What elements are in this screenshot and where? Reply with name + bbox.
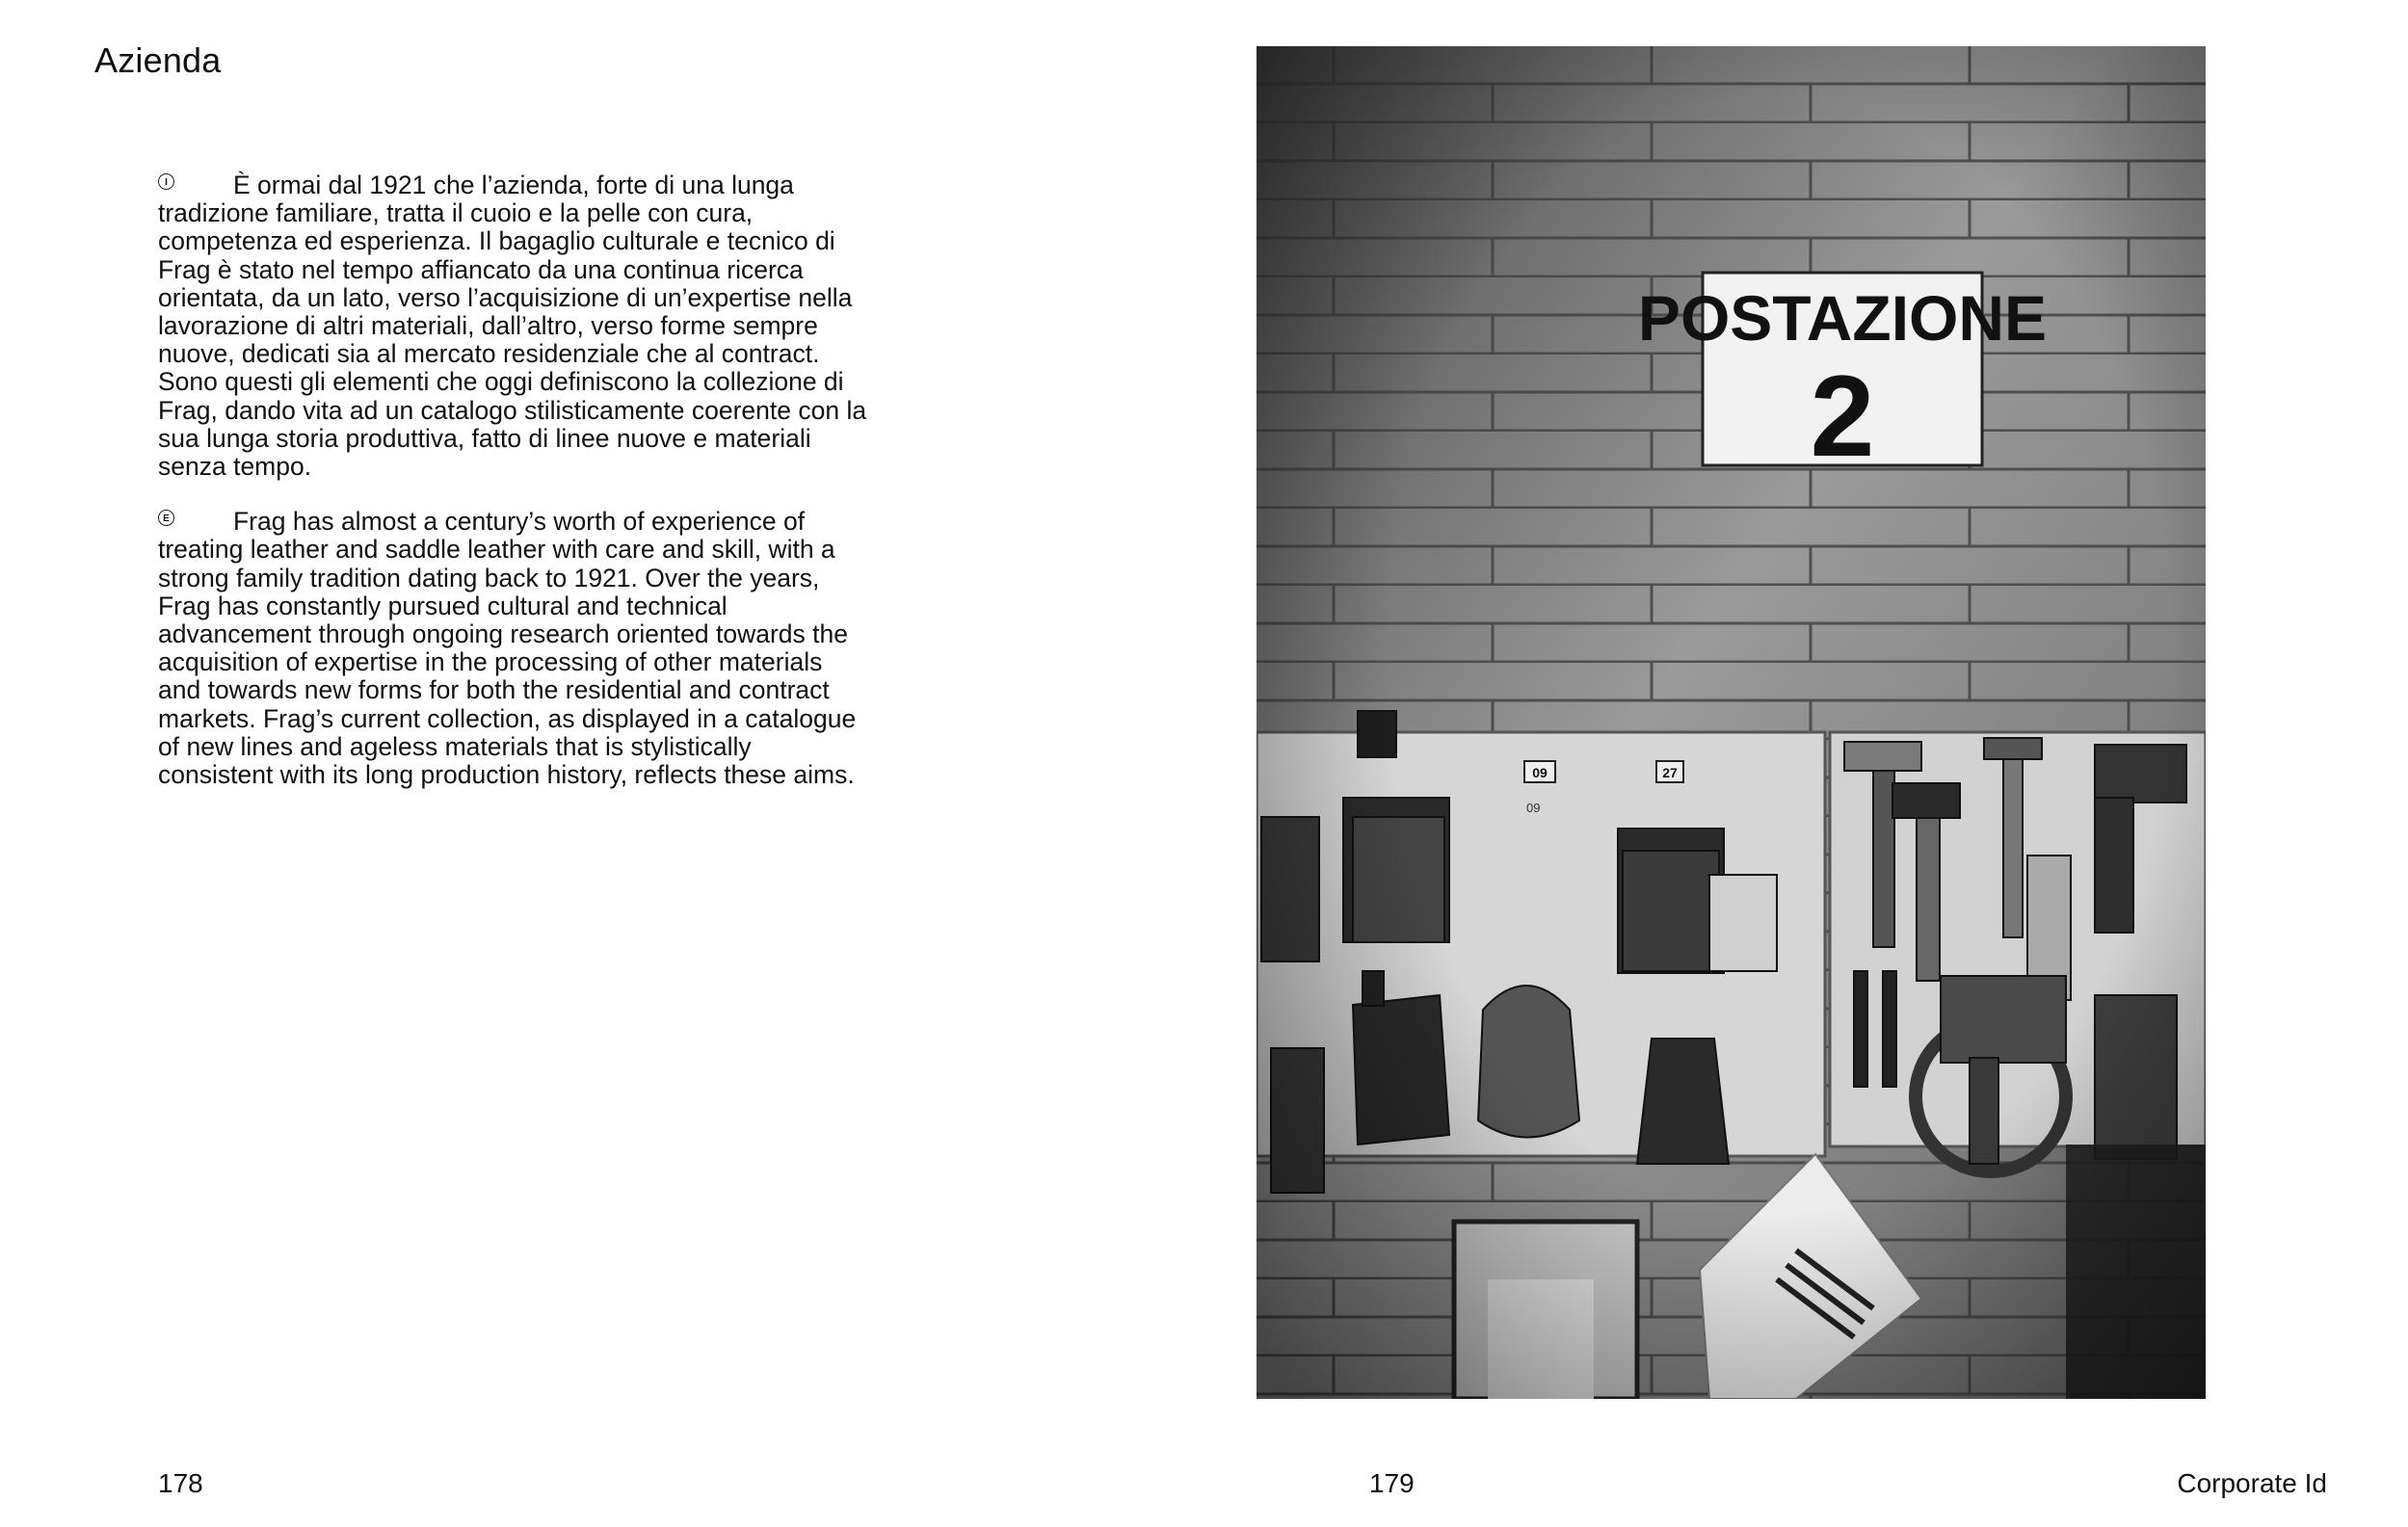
english-paragraph [158, 508, 871, 789]
english-paragraph-text: Frag has almost a century’s worth of experience of treating leather and saddle leather with care and skill, with a strong family tradition dating back to 1921. Over the years, Frag has constantly pursued cultural and technical advancement through ongoing research oriented towards the acquisition of expertise in the processing of other materials and towards new forms for both the residential and contract markets. Frag’s current collection, as displayed in a catalogue of new lines and ageless materials that is stylistically consistent with its long production history, reflects these aims. [158, 507, 857, 790]
body-text [158, 171, 871, 816]
italian-paragraph [158, 171, 871, 481]
i-circle-icon: I [158, 173, 174, 190]
page-number-right: 179 [1369, 1468, 1415, 1498]
page-number-left: 178 [158, 1468, 203, 1498]
section-title: Azienda [94, 40, 222, 80]
running-head: Corporate Id [2177, 1468, 2327, 1498]
e-circle-icon: E [158, 510, 174, 526]
italian-paragraph-text: È ormai dal 1921 che l’azienda, forte di una lunga tradizione familiare, tratta il cuoio e la pelle con cura, competenza ed esperienza. Il bagaglio culturale e tecnico di Frag è stato nel tempo affiancato da una continua ricerca orientata, da un lato, verso l’acquisizione di un’expertise nella lavorazione di altri materiali, dall’altro, verso forme sempre nuove, dedicati sia al mercato residenziale che al contract. Sono questi gli elementi che oggi definiscono la collezione di Frag, dando vita ad un catalogo stilisticamente coerente con la sua lunga storia produttiva, fatto di linee nuove e materiali senza tempo. [158, 171, 867, 482]
workshop-photo [1257, 46, 2206, 1399]
